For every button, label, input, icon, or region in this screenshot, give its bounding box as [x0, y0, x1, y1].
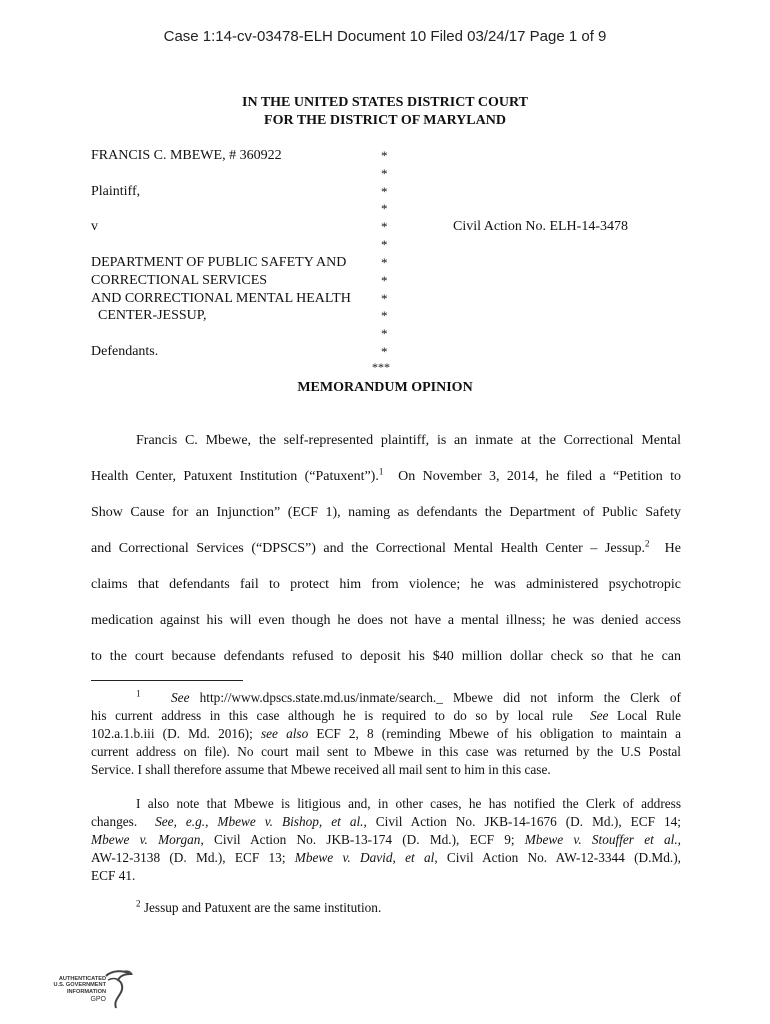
- footnote-line: AW-12-3138 (D. Md.), ECF 13; Mbewe v. David, et al, Civil Action No. AW-12-3344 (D.Md.),: [91, 850, 681, 865]
- caption-closing-stars: ***: [372, 360, 390, 374]
- footnote-divider: [91, 680, 243, 681]
- footnote-line: $^2$ Jessup and Patuxent are the same institution.: [136, 898, 382, 915]
- body-line: to the court because defendants refused to deposit his $40 million dollar check so that he can: [91, 649, 681, 664]
- plaintiff-name: FRANCIS C. MBEWE, # 360922: [91, 148, 282, 163]
- caption-star: *: [381, 291, 388, 306]
- body-line: and Correctional Services (“DPSCS”) and the Correctional Mental Health Center – Jessup.$^2$ He: [91, 538, 682, 556]
- footnote-line: Service. I shall therefore assume that Mbewe received all mail sent to him in this case.: [91, 762, 551, 777]
- caption-star: *: [381, 148, 388, 163]
- body-line: claims that defendants fail to protect him from violence; he was administered psychotropic: [91, 577, 681, 592]
- footnote-ref: 2: [645, 538, 650, 549]
- caption-star: *: [381, 308, 388, 323]
- body-line: Health Center, Patuxent Institution (“Patuxent”).$^1$ On November 3, 2014, he filed a “Petition to: [91, 466, 681, 484]
- plaintiff-role: Plaintiff,: [91, 184, 141, 199]
- body-line: medication against his will even though he does not have a mental illness; he was denied access: [91, 613, 681, 628]
- footnote-line: Mbewe v. Morgan, Civil Action No. JKB-13-174 (D. Md.), ECF 9; Mbewe v. Stouffer et al.,: [91, 832, 681, 847]
- caption-star: *: [381, 184, 388, 199]
- body-line: Show Cause for an Injunction” (ECF 1), naming as defendants the Department of Public Safety: [91, 505, 681, 520]
- body-line: Francis C. Mbewe, the self-represented plaintiff, is an inmate at the Correctional Mental: [136, 433, 681, 448]
- eagle-icon: [102, 968, 134, 1010]
- footnote-line: 102.a.1.b.iii (D. Md. 2016); see also ECF 2, 8 (reminding Mbewe of his obligation to maintain a: [91, 726, 682, 741]
- footnote-line: his current address in this case although he is required to do so by local rule See Local Rule: [91, 708, 682, 723]
- caption-star: *: [381, 344, 388, 359]
- defendant-line: CENTER-JESSUP,: [91, 308, 207, 323]
- caption-star: *: [381, 255, 388, 270]
- caption-star: *: [381, 219, 388, 234]
- court-name: IN THE UNITED STATES DISTRICT COURT: [242, 95, 528, 110]
- footnote-line: current address on file). No court mail sent to Mbewe in this case was returned by the U.S Postal: [91, 744, 681, 759]
- caption-star: *: [381, 166, 388, 181]
- caption-star: *: [381, 201, 388, 216]
- footnote-mark: 2: [136, 898, 141, 909]
- versus: v: [91, 219, 98, 234]
- footnote-ref: 1: [378, 466, 384, 477]
- case-header: Case 1:14-cv-03478-ELH Document 10 Filed 03/24/17 Page 1 of 9: [163, 28, 607, 45]
- footnote-line: ECF 41.: [91, 868, 136, 883]
- defendant-line: AND CORRECTIONAL MENTAL HEALTH: [91, 291, 351, 306]
- defendant-line: CORRECTIONAL SERVICES: [91, 273, 268, 288]
- footnote-mark: 1: [136, 688, 141, 699]
- court-district: FOR THE DISTRICT OF MARYLAND: [264, 113, 506, 128]
- caption-star: *: [381, 326, 388, 341]
- gpo-authentication-seal: AUTHENTICATED U.S. GOVERNMENT INFORMATION GPO: [38, 966, 138, 1012]
- footnote-line: changes. See, e.g., Mbewe v. Bishop, et al., Civil Action No. JKB-14-1676 (D. Md.), ECF 14;: [91, 814, 681, 829]
- footnote-line: I also note that Mbewe is litigious and, in other cases, he has notified the Clerk of address: [136, 796, 681, 811]
- document-title: MEMORANDUM OPINION: [297, 380, 473, 395]
- footnote-line: $^1$ See http://www.dpscs.state.md.us/inmate/search._ Mbewe did not inform the Clerk of: [136, 688, 681, 705]
- caption-star: *: [381, 237, 388, 252]
- defendant-line: DEPARTMENT OF PUBLIC SAFETY AND: [91, 255, 347, 270]
- defendant-role: Defendants.: [91, 344, 159, 359]
- caption-star: *: [381, 273, 388, 288]
- civil-action-number: Civil Action No. ELH-14-3478: [453, 219, 628, 234]
